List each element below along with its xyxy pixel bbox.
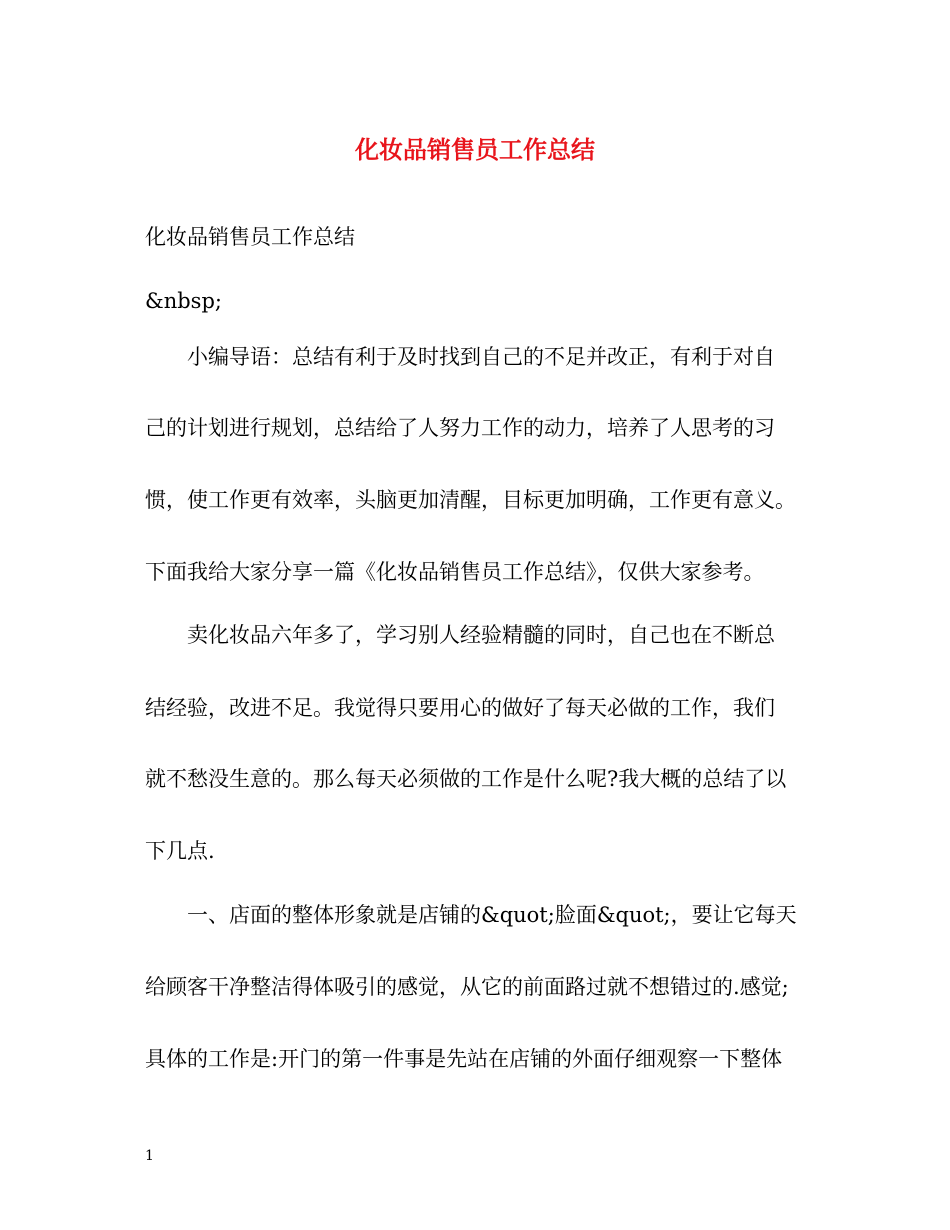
page-number: 1 bbox=[145, 1148, 154, 1164]
document-subtitle: 化妆品销售员工作总结 bbox=[145, 225, 355, 249]
paragraph-line: 惯，使工作更有效率，头脑更加清醒，目标更加明确，工作更有意义。 bbox=[145, 488, 796, 512]
paragraph-line: 下几点. bbox=[145, 839, 215, 863]
paragraph-line: 具体的工作是:开门的第一件事是先站在店铺的外面仔细观察一下整体 bbox=[145, 1047, 783, 1071]
paragraph-line: 给顾客干净整洁得体吸引的感觉，从它的前面路过就不想错过的.感觉; bbox=[145, 975, 789, 999]
nbsp-text: &nbsp; bbox=[145, 289, 222, 313]
paragraph-line: 下面我给大家分享一篇《化妆品销售员工作总结》，仅供大家参考。 bbox=[145, 560, 765, 584]
paragraph-line: 结经验，改进不足。我觉得只要用心的做好了每天必做的工作，我们 bbox=[145, 696, 775, 720]
paragraph-line: 小编导语：总结有利于及时找到自己的不足并改正，有利于对自 bbox=[187, 345, 775, 369]
paragraph-line: 就不愁没生意的。那么每天必须做的工作是什么呢?我大概的总结了以 bbox=[145, 767, 787, 791]
paragraph-line: 一、店面的整体形象就是店铺的&quot;脸面&quot;，要让它每天 bbox=[187, 903, 797, 927]
document-title: 化妆品销售员工作总结 bbox=[355, 135, 595, 164]
paragraph-line: 卖化妆品六年多了，学习别人经验精髓的同时，自己也在不断总 bbox=[187, 623, 775, 647]
paragraph-line: 己的计划进行规划，总结给了人努力工作的动力，培养了人思考的习 bbox=[145, 416, 775, 440]
